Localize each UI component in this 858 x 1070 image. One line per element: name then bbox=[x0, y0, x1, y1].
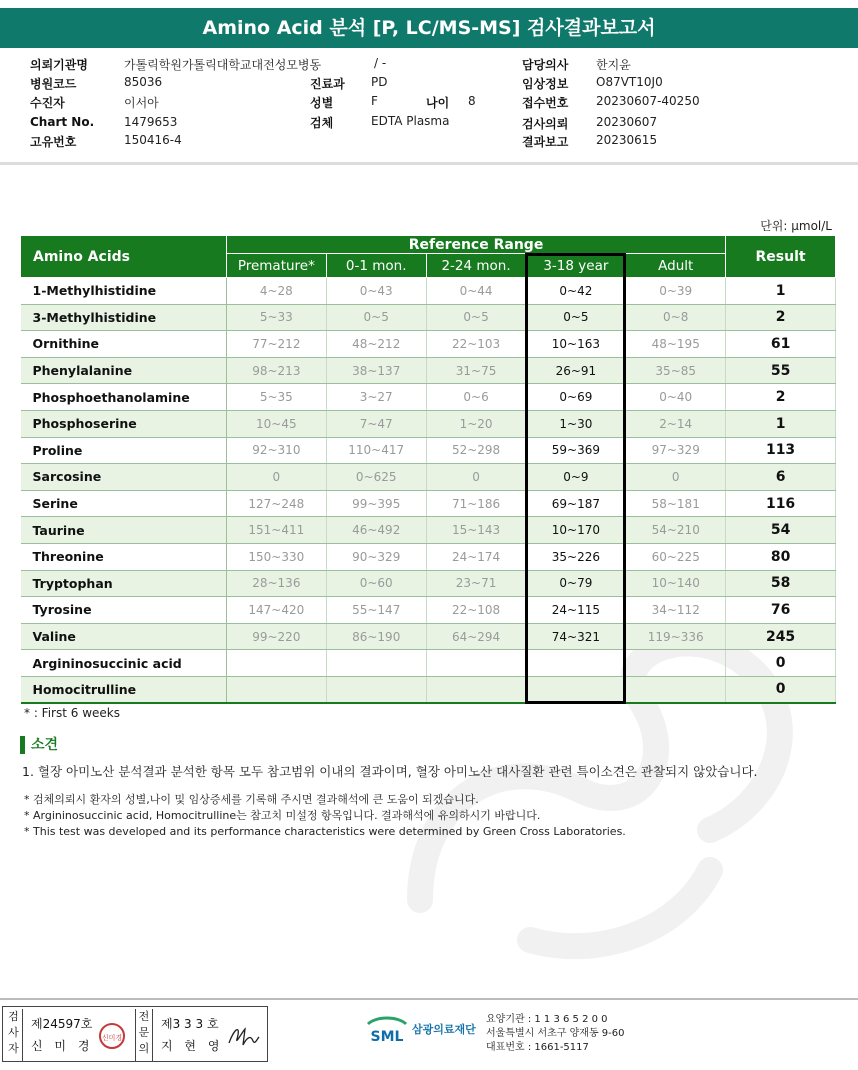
seal-text: 신미경 bbox=[101, 1034, 123, 1042]
reference-range-cell: 31~75 bbox=[426, 357, 526, 384]
reference-range-cell: 15~143 bbox=[426, 517, 526, 544]
reference-range-cell: 0 bbox=[426, 464, 526, 491]
reference-range-cell: 0~42 bbox=[526, 278, 626, 305]
amino-acid-name: Homocitrulline bbox=[21, 676, 227, 703]
reference-range-cell: 10~163 bbox=[526, 331, 626, 358]
reference-range-cell: 0~69 bbox=[526, 384, 626, 411]
info-label: 의뢰기관명 bbox=[30, 58, 88, 72]
reference-range-cell: 35~85 bbox=[626, 357, 726, 384]
opinion-text: 1. 혈장 아미노산 분석결과 분석한 항목 모두 참고범위 이내의 결과이며, 혈장 아미노산 대사질환 관련 특이소견은 관찰되지 않았습니다. bbox=[22, 764, 758, 779]
opinion-heading bbox=[20, 734, 58, 754]
table-row bbox=[21, 543, 836, 570]
reference-range-cell bbox=[226, 676, 326, 703]
reference-range-cell: 58~181 bbox=[626, 490, 726, 517]
reference-range-cell: 0~39 bbox=[626, 278, 726, 305]
reference-range-cell: 55~147 bbox=[326, 597, 426, 624]
reference-range-cell: 77~212 bbox=[226, 331, 326, 358]
reference-range-cell: 60~225 bbox=[626, 543, 726, 570]
result-cell: 113 bbox=[726, 437, 836, 464]
table-row bbox=[21, 331, 836, 358]
sml-logo bbox=[366, 1014, 476, 1044]
amino-acid-name: Serine bbox=[21, 490, 227, 517]
note-line: * 검체의뢰시 환자의 성별,나이 및 임상증세를 기록해 주시면 결과해석에 큰 도움이 되겠습니다. bbox=[24, 793, 479, 806]
info-label: 고유번호 bbox=[30, 135, 77, 149]
reference-range-cell bbox=[526, 650, 626, 677]
table-row bbox=[21, 676, 836, 703]
table-row bbox=[21, 304, 836, 331]
reference-range-cell: 1~30 bbox=[526, 410, 626, 437]
reference-range-cell: 5~33 bbox=[226, 304, 326, 331]
reference-range-cell: 99~220 bbox=[226, 623, 326, 650]
reference-range-cell: 0~9 bbox=[526, 464, 626, 491]
amino-acid-name: Taurine bbox=[21, 517, 227, 544]
table-row bbox=[21, 384, 836, 411]
amino-acid-name: Phosphoserine bbox=[21, 410, 227, 437]
result-cell: 0 bbox=[726, 650, 836, 677]
result-cell: 2 bbox=[726, 384, 836, 411]
amino-acid-name: Tyrosine bbox=[21, 597, 227, 624]
amino-acid-table bbox=[20, 235, 836, 704]
amino-acid-name: Argininosuccinic acid bbox=[21, 650, 227, 677]
table-row bbox=[21, 437, 836, 464]
sml-logo-icon bbox=[366, 1014, 408, 1044]
header-result: Result bbox=[726, 236, 836, 278]
amino-acid-name: Proline bbox=[21, 437, 227, 464]
reference-range-cell: 24~174 bbox=[426, 543, 526, 570]
note-line: * Argininosuccinic acid, Homocitrulline는 참고치 미설정 항목입니다. 결과해석에 유의하시기 바랍니다. bbox=[24, 809, 541, 822]
sex-label: 성별 bbox=[310, 96, 334, 110]
reference-range-cell: 0 bbox=[226, 464, 326, 491]
table-row bbox=[21, 570, 836, 597]
specimen-label: 검체 bbox=[310, 116, 334, 130]
result-cell: 80 bbox=[726, 543, 836, 570]
result-cell: 0 bbox=[726, 676, 836, 703]
table-row bbox=[21, 357, 836, 384]
result-cell: 61 bbox=[726, 331, 836, 358]
reference-range-cell: 0~625 bbox=[326, 464, 426, 491]
info-value: 85036 bbox=[124, 75, 163, 89]
info-value: 150416-4 bbox=[124, 133, 182, 147]
reference-range-cell: 0~5 bbox=[526, 304, 626, 331]
info-label: 검사의뢰 bbox=[522, 117, 569, 131]
reference-range-cell: 59~369 bbox=[526, 437, 626, 464]
reference-range-cell: 22~103 bbox=[426, 331, 526, 358]
reference-range-cell: 0~6 bbox=[426, 384, 526, 411]
reference-range-cell: 71~186 bbox=[426, 490, 526, 517]
info-value: 한지윤 bbox=[596, 58, 631, 72]
reference-range-cell: 24~115 bbox=[526, 597, 626, 624]
header-2-24-mon: 2-24 mon. bbox=[426, 254, 526, 278]
info-label: 접수번호 bbox=[522, 96, 569, 110]
result-cell: 54 bbox=[726, 517, 836, 544]
reference-range-cell bbox=[626, 650, 726, 677]
reference-range-cell: 99~395 bbox=[326, 490, 426, 517]
signature-icon bbox=[225, 1021, 261, 1051]
header-0-1-mon: 0-1 mon. bbox=[326, 254, 426, 278]
info-value: 20230607 bbox=[596, 115, 658, 129]
reference-range-cell: 0~79 bbox=[526, 570, 626, 597]
reference-range-cell bbox=[626, 676, 726, 703]
reviewer-name: 지 현 영 bbox=[161, 1039, 224, 1053]
signature-box bbox=[2, 1006, 268, 1062]
note-line: * This test was developed and its performance characteristics were determined by Green Cross Laboratories. bbox=[24, 825, 626, 838]
reviewer-label: 전문의 bbox=[135, 1009, 153, 1061]
age-label: 나이 bbox=[426, 96, 450, 110]
reference-range-cell: 74~321 bbox=[526, 623, 626, 650]
reference-range-cell: 54~210 bbox=[626, 517, 726, 544]
reference-range-cell: 1~20 bbox=[426, 410, 526, 437]
info-value: 이서아 bbox=[124, 96, 159, 110]
table-row bbox=[21, 650, 836, 677]
info-value: 1479653 bbox=[124, 115, 178, 129]
info-label: 수진자 bbox=[30, 96, 65, 110]
amino-acid-name: Tryptophan bbox=[21, 570, 227, 597]
reference-range-cell: 38~137 bbox=[326, 357, 426, 384]
result-cell: 76 bbox=[726, 597, 836, 624]
sml-name: 삼광의료재단 bbox=[412, 1023, 476, 1036]
reference-range-cell: 0~44 bbox=[426, 278, 526, 305]
reference-range-cell: 98~213 bbox=[226, 357, 326, 384]
reference-range-cell: 90~329 bbox=[326, 543, 426, 570]
unit-label: 단위: μmol/L bbox=[760, 219, 832, 233]
address-line: 대표번호 : 1661-5117 bbox=[486, 1042, 589, 1053]
opinion-heading-text: 소견 bbox=[31, 737, 59, 753]
reference-range-cell: 3~27 bbox=[326, 384, 426, 411]
heading-bar-icon bbox=[20, 736, 25, 754]
reference-range-cell: 151~411 bbox=[226, 517, 326, 544]
reference-range-cell: 119~336 bbox=[626, 623, 726, 650]
reference-range-cell: 127~248 bbox=[226, 490, 326, 517]
reference-range-cell: 23~71 bbox=[426, 570, 526, 597]
reference-range-cell: 26~91 bbox=[526, 357, 626, 384]
info-value: 가톨릭학원가톨릭대학교대전성모병동 bbox=[124, 58, 322, 72]
reference-range-cell: 110~417 bbox=[326, 437, 426, 464]
reference-range-cell: 64~294 bbox=[426, 623, 526, 650]
amino-acid-name: Valine bbox=[21, 623, 227, 650]
info-value: 20230615 bbox=[596, 133, 658, 147]
reference-range-cell: 34~112 bbox=[626, 597, 726, 624]
report-title: Amino Acid 분석 [P, LC/MS-MS] 검사결과보고서 bbox=[0, 8, 858, 48]
address-line: 서울특별시 서초구 양재동 9-60 bbox=[486, 1028, 625, 1039]
result-cell: 2 bbox=[726, 304, 836, 331]
reference-range-cell: 86~190 bbox=[326, 623, 426, 650]
reference-range-cell: 52~298 bbox=[426, 437, 526, 464]
info-label: 임상정보 bbox=[522, 77, 569, 91]
info-value: O87VT10J0 bbox=[596, 75, 663, 89]
result-cell: 245 bbox=[726, 623, 836, 650]
amino-acid-name: Phenylalanine bbox=[21, 357, 227, 384]
lab-address bbox=[486, 1013, 625, 1055]
premature-footnote: * : First 6 weeks bbox=[24, 706, 120, 720]
reference-range-cell: 69~187 bbox=[526, 490, 626, 517]
inspector-number: 제24597호 bbox=[31, 1017, 93, 1031]
footer-divider bbox=[0, 998, 858, 1000]
reference-range-cell: 0~43 bbox=[326, 278, 426, 305]
reviewer-number: 제3 3 3 호 bbox=[161, 1017, 219, 1031]
reference-range-cell: 10~170 bbox=[526, 517, 626, 544]
reference-range-cell: 28~136 bbox=[226, 570, 326, 597]
header-premature: Premature* bbox=[226, 254, 326, 278]
result-cell: 1 bbox=[726, 410, 836, 437]
reference-range-cell: 150~330 bbox=[226, 543, 326, 570]
reference-range-cell bbox=[326, 650, 426, 677]
reference-range-cell: 4~28 bbox=[226, 278, 326, 305]
reference-range-cell: 0~40 bbox=[626, 384, 726, 411]
reference-range-cell: 147~420 bbox=[226, 597, 326, 624]
inspector-label: 검사자 bbox=[5, 1009, 23, 1061]
sex-value: F bbox=[371, 94, 378, 108]
info-label: 결과보고 bbox=[522, 135, 569, 149]
age-value: 8 bbox=[468, 94, 476, 108]
inspector-name: 신 미 경 bbox=[31, 1039, 94, 1053]
info-label: 담당의사 bbox=[522, 58, 569, 72]
reference-range-cell: 48~212 bbox=[326, 331, 426, 358]
divider bbox=[0, 162, 858, 165]
amino-acid-name: Ornithine bbox=[21, 331, 227, 358]
header-3-18-year: 3-18 year bbox=[526, 254, 626, 278]
table-row bbox=[21, 490, 836, 517]
reference-range-cell: 5~35 bbox=[226, 384, 326, 411]
address-line: 요양기관 : 1 1 3 6 5 2 0 0 bbox=[486, 1014, 608, 1025]
sml-mark: SML bbox=[370, 1029, 404, 1044]
reference-range-cell: 10~140 bbox=[626, 570, 726, 597]
amino-acid-name: 3-Methylhistidine bbox=[21, 304, 227, 331]
reference-range-cell: 0 bbox=[626, 464, 726, 491]
table-row bbox=[21, 278, 836, 305]
reference-range-cell: 2~14 bbox=[626, 410, 726, 437]
reference-range-cell: 97~329 bbox=[626, 437, 726, 464]
info-label: Chart No. bbox=[30, 115, 95, 129]
department-value: PD bbox=[371, 75, 388, 89]
reference-range-cell: 48~195 bbox=[626, 331, 726, 358]
reference-range-cell: 0~5 bbox=[426, 304, 526, 331]
specimen-value: EDTA Plasma bbox=[371, 114, 450, 128]
reference-range-cell: 92~310 bbox=[226, 437, 326, 464]
ward-value: / - bbox=[374, 56, 387, 70]
info-label: 병원코드 bbox=[30, 77, 77, 91]
reference-range-cell: 0~8 bbox=[626, 304, 726, 331]
reference-range-cell: 7~47 bbox=[326, 410, 426, 437]
reference-range-cell bbox=[526, 676, 626, 703]
table-row bbox=[21, 410, 836, 437]
header-reference-range: Reference Range bbox=[226, 236, 725, 254]
info-value: 20230607-40250 bbox=[596, 94, 700, 108]
reference-range-cell: 46~492 bbox=[326, 517, 426, 544]
reference-range-cell bbox=[426, 650, 526, 677]
result-cell: 116 bbox=[726, 490, 836, 517]
amino-acid-name: Threonine bbox=[21, 543, 227, 570]
seal-stamp-icon bbox=[97, 1021, 127, 1051]
table-row bbox=[21, 464, 836, 491]
result-cell: 55 bbox=[726, 357, 836, 384]
table-row bbox=[21, 597, 836, 624]
table-row bbox=[21, 517, 836, 544]
table-row bbox=[21, 623, 836, 650]
reference-range-cell bbox=[426, 676, 526, 703]
amino-acid-name: Phosphoethanolamine bbox=[21, 384, 227, 411]
notes bbox=[24, 792, 626, 840]
amino-acid-name: 1-Methylhistidine bbox=[21, 278, 227, 305]
reference-range-cell: 22~108 bbox=[426, 597, 526, 624]
result-cell: 6 bbox=[726, 464, 836, 491]
result-cell: 58 bbox=[726, 570, 836, 597]
reference-range-cell: 0~5 bbox=[326, 304, 426, 331]
header-adult: Adult bbox=[626, 254, 726, 278]
header-amino-acids: Amino Acids bbox=[21, 236, 227, 278]
reference-range-cell: 35~226 bbox=[526, 543, 626, 570]
reference-range-cell bbox=[226, 650, 326, 677]
amino-acid-name: Sarcosine bbox=[21, 464, 227, 491]
reference-range-cell: 10~45 bbox=[226, 410, 326, 437]
reference-range-cell bbox=[326, 676, 426, 703]
reference-range-cell: 0~60 bbox=[326, 570, 426, 597]
department-label: 진료과 bbox=[310, 77, 345, 91]
result-cell: 1 bbox=[726, 278, 836, 305]
